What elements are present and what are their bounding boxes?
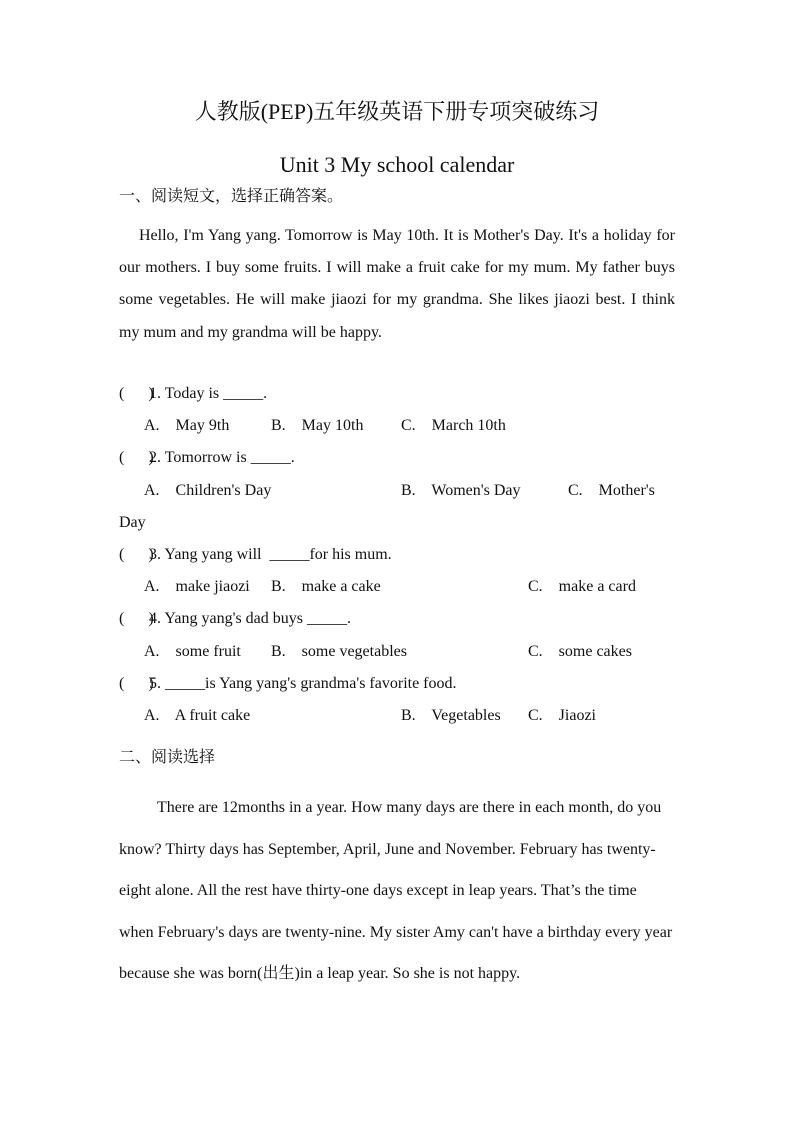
q2-option-c-wrap: Day bbox=[119, 514, 146, 531]
q1-option-a: A. May 9th bbox=[144, 417, 230, 434]
q4-option-a: A. some fruit bbox=[144, 643, 241, 660]
q4-option-c: C. some cakes bbox=[528, 643, 632, 660]
reading-passage-2: There are 12months in a year. How many days are there in each month, do you know? Thirty days has September, April, June and November. February has twenty-eight alone. All the rest have thirty-one days except in leap years. That’s the time when February's days are twenty-nine. My sister Amy can't have a birthday every year because she was born(出生)in a leap year. So she is not happy. bbox=[119, 799, 673, 983]
q5-option-b: B. Vegetables bbox=[401, 707, 501, 724]
answer-blank[interactable]: ( ) bbox=[119, 610, 154, 627]
q3-option-c: C. make a card bbox=[528, 578, 636, 595]
q2-option-b: B. Women's Day bbox=[401, 482, 521, 499]
question-1 bbox=[119, 384, 679, 404]
answer-blank[interactable]: ( ) bbox=[119, 449, 154, 466]
q1-option-b: B. May 10th bbox=[271, 417, 364, 434]
q2-option-c: C. Mother's bbox=[568, 482, 655, 499]
page-subtitle: Unit 3 My school calendar bbox=[279, 152, 515, 177]
question-text: 4. Yang yang's dad buys _____. bbox=[149, 610, 351, 627]
question-2 bbox=[119, 448, 679, 468]
q1-option-c: C. March 10th bbox=[401, 417, 506, 434]
answer-blank[interactable]: ( ) bbox=[119, 675, 154, 692]
question-text: 1. Today is _____. bbox=[149, 385, 268, 402]
q4-option-b: B. some vegetables bbox=[271, 643, 407, 660]
q2-option-a: A. Children's Day bbox=[144, 482, 272, 499]
section-2-heading: 二、阅读选择 bbox=[119, 747, 216, 766]
q3-option-a: A. make jiaozi bbox=[144, 578, 250, 595]
q5-option-a: A. A fruit cake bbox=[144, 707, 251, 724]
q3-option-b: B. make a cake bbox=[271, 578, 381, 595]
question-4 bbox=[119, 609, 679, 629]
section-1-heading: 一、阅读短文，选择正确答案。 bbox=[119, 186, 344, 205]
q5-option-c: C. Jiaozi bbox=[528, 707, 596, 724]
reading-passage-1: Hello, I'm Yang yang. Tomorrow is May 10th. It is Mother's Day. It's a holiday for our mothers. I buy some fruits. I will make a fruit cake for my mum. My father buys some vegetables. He will make jiaozi for my grandma. She likes jiaozi best. I think my mum and my grandma will be happy. bbox=[119, 227, 675, 341]
question-5 bbox=[119, 674, 679, 694]
answer-blank[interactable]: ( ) bbox=[119, 546, 154, 563]
question-text: 3. Yang yang will _____for his mum. bbox=[149, 546, 392, 563]
question-3 bbox=[119, 545, 679, 565]
page-title: 人教版(PEP)五年级英语下册专项突破练习 bbox=[194, 99, 600, 124]
question-text: 5. _____is Yang yang's grandma's favorite food. bbox=[149, 675, 457, 692]
answer-blank[interactable]: ( ) bbox=[119, 385, 154, 402]
question-text: 2. Tomorrow is _____. bbox=[149, 449, 295, 466]
